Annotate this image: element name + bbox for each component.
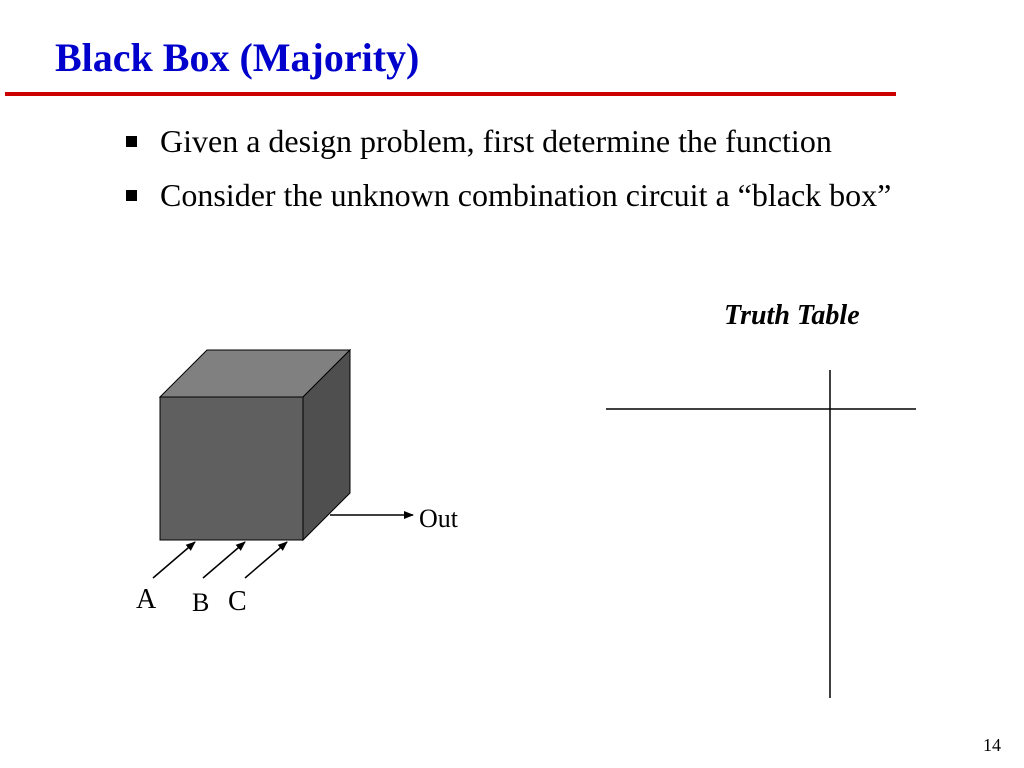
input-label-a: A bbox=[136, 584, 157, 615]
bullet-text-2: Consider the unknown combination circuit a “black box” bbox=[160, 177, 892, 213]
slide-title: Black Box (Majority) bbox=[55, 35, 420, 80]
output-label: Out bbox=[419, 504, 458, 533]
box-front-face bbox=[160, 397, 303, 540]
input-arrow-b bbox=[203, 542, 245, 578]
page-number: 14 bbox=[983, 735, 1001, 755]
input-arrow-c bbox=[245, 542, 287, 578]
bullet-text-1: Given a design problem, first determine the function bbox=[160, 123, 832, 159]
truth-table-title: Truth Table bbox=[724, 300, 860, 331]
input-arrow-a bbox=[153, 542, 195, 578]
input-label-c: C bbox=[228, 586, 247, 617]
input-label-b: B bbox=[192, 588, 210, 617]
